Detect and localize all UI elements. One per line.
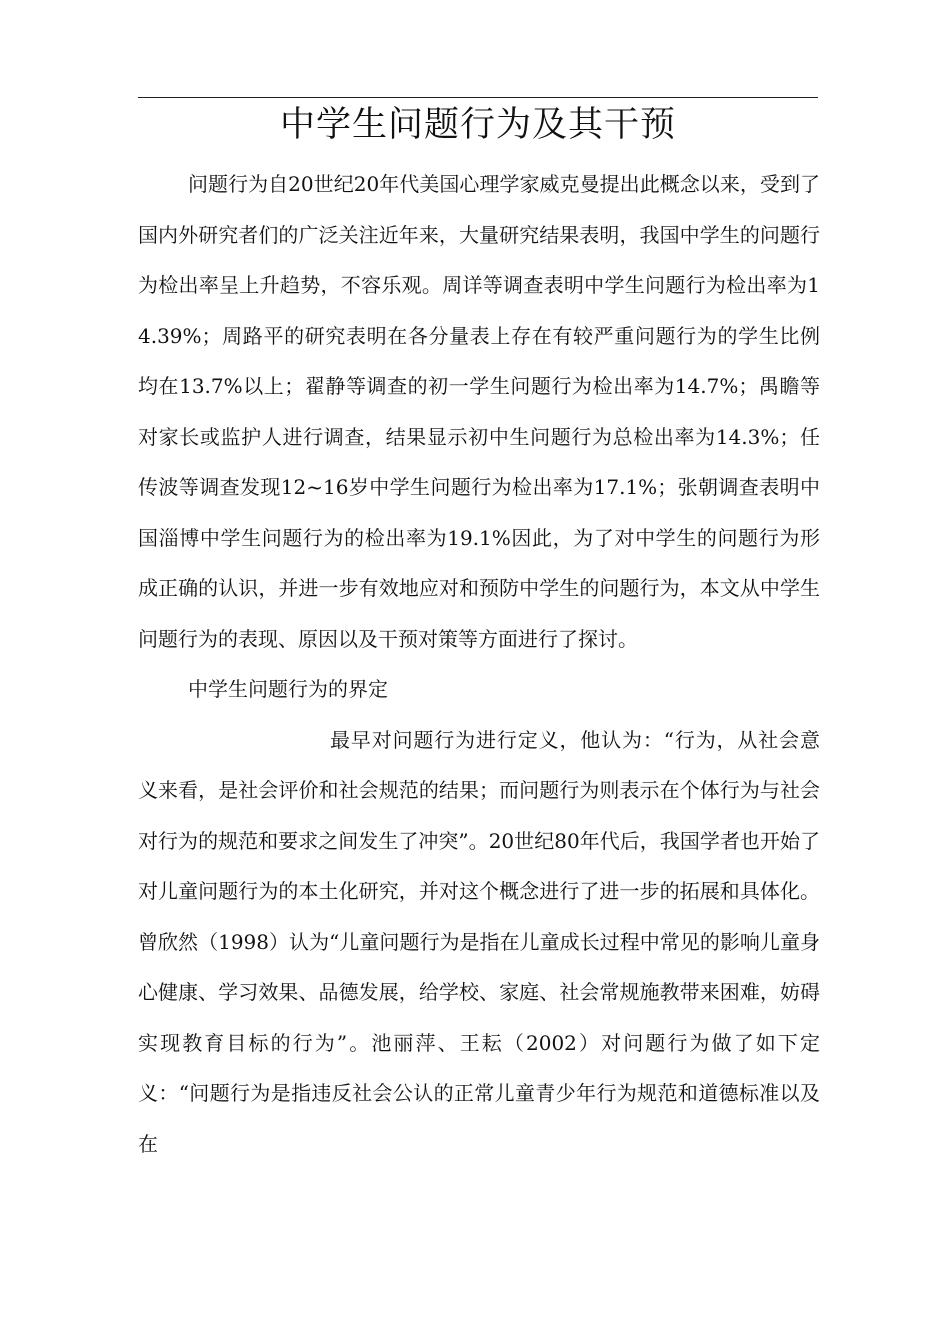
section-heading: 中学生问题行为的界定 (188, 677, 388, 701)
intro-paragraph: 问题行为自20世纪20年代美国心理学家威克曼提出此概念以来，受到了国内外研究者们的广泛关注近年来，大量研究结果表明，我国中学生的问题行为检出率呈上升趋势，不容乐观。周详等调查表明中学生问题行为检出率为14.39%；周路平的研究表明在各分量表上存在有较严重问题行为的学生比例均在13.7%以上；翟静等调查的初一学生问题行为检出率为14.7%；禺瞻等对家长或监护人进行调查，结果显示初中生问题行为总检出率为14.3%；任传波等调查发现12~16岁中学生问题行为检出率为17.1%；张朝调查表明中国淄博中学生问题行为的检出率为19.1%因此，为了对中学生的问题行为形成正确的认识，并进一步有效地应对和预防中学生的问题行为，本文从中学生问题行为的表现、原因以及干预对策等方面进行了探讨。 (138, 172, 820, 651)
document-title: 中学生问题行为及其干预 (279, 105, 676, 145)
definition-paragraph: 最早对问题行为进行定义，他认为：“行为，从社会意义来看，是社会评价和社会规范的结果；而问题行为则表示在个体行为与社会对行为的规范和要求之间发生了冲突”。20世纪80年代后，我国学者也开始了对儿童问题行为的本土化研究，并对这个概念进行了进一步的拓展和具体化。曾欣然（1998）认为“儿童问题行为是指在儿童成长过程中常见的影响儿童身心健康、学习效果、品德发展，给学校、家庭、社会常规施教带来困难，妨碍实现教育目标的行为”。池丽萍、王耘（2002）对问题行为做了如下定义：“问题行为是指违反社会公认的正常儿童青少年行为规范和道德标准以及在 (138, 727, 820, 1156)
header-rule (138, 97, 818, 98)
document-body (138, 159, 820, 1169)
